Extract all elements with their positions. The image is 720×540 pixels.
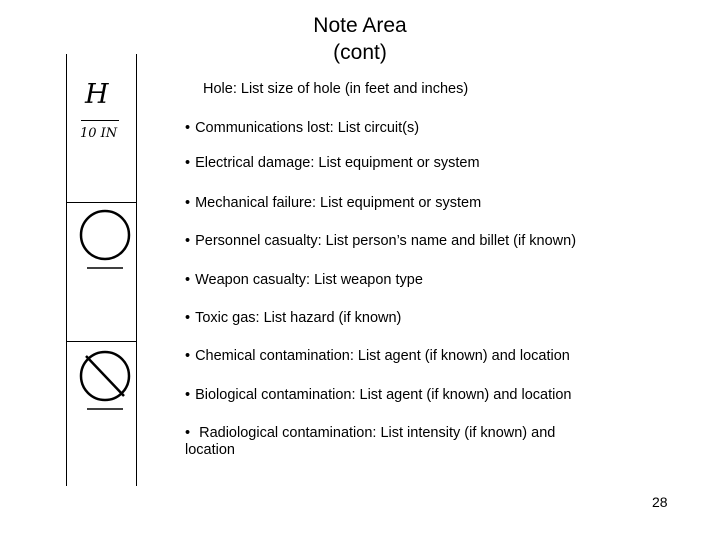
note-mechanical-failure xyxy=(185,195,655,212)
note-biological-contamination xyxy=(185,387,655,404)
note-text-line-2: location xyxy=(185,442,235,458)
symbol-column xyxy=(66,54,137,486)
page-title xyxy=(260,12,460,66)
page-number: 28 xyxy=(652,494,668,510)
note-text: Biological contamination: List agent (if known) and location xyxy=(195,387,572,403)
symbol-divider-1 xyxy=(67,202,136,203)
note-chemical-contamination xyxy=(185,348,655,365)
note-radiological-contamination xyxy=(185,425,655,459)
note-hole: Hole: List size of hole (in feet and inches) xyxy=(203,81,469,97)
note-text: Mechanical failure: List equipment or system xyxy=(195,195,482,211)
note-text: Electrical damage: List equipment or system xyxy=(195,155,480,171)
circle-symbol-icon xyxy=(75,204,135,274)
symbol-divider-2 xyxy=(67,341,136,342)
note-text: Toxic gas: List hazard (if known) xyxy=(195,310,402,326)
note-electrical-damage xyxy=(185,155,655,172)
note-personnel-casualty xyxy=(185,233,655,250)
circle-slash-symbol-icon xyxy=(75,345,135,415)
hole-symbol-letter: H xyxy=(85,79,109,110)
note-toxic-gas xyxy=(185,310,655,327)
title-line-2: (cont) xyxy=(333,41,387,64)
note-text: Communications lost: List circuit(s) xyxy=(195,120,420,136)
title-line-1: Note Area xyxy=(313,14,407,37)
note-text: Chemical contamination: List agent (if known) and location xyxy=(195,348,570,364)
note-text: Personnel casualty: List person’s name and billet (if known) xyxy=(195,233,577,249)
note-weapon-casualty xyxy=(185,272,655,289)
hole-symbol-size: 10 IN xyxy=(80,126,118,141)
note-communications-lost xyxy=(185,120,655,137)
note-text: Weapon casualty: List weapon type xyxy=(195,272,423,288)
hole-symbol-underline xyxy=(81,120,119,121)
note-text-line-1: Radiological contamination: List intensity (if known) and xyxy=(199,425,556,441)
